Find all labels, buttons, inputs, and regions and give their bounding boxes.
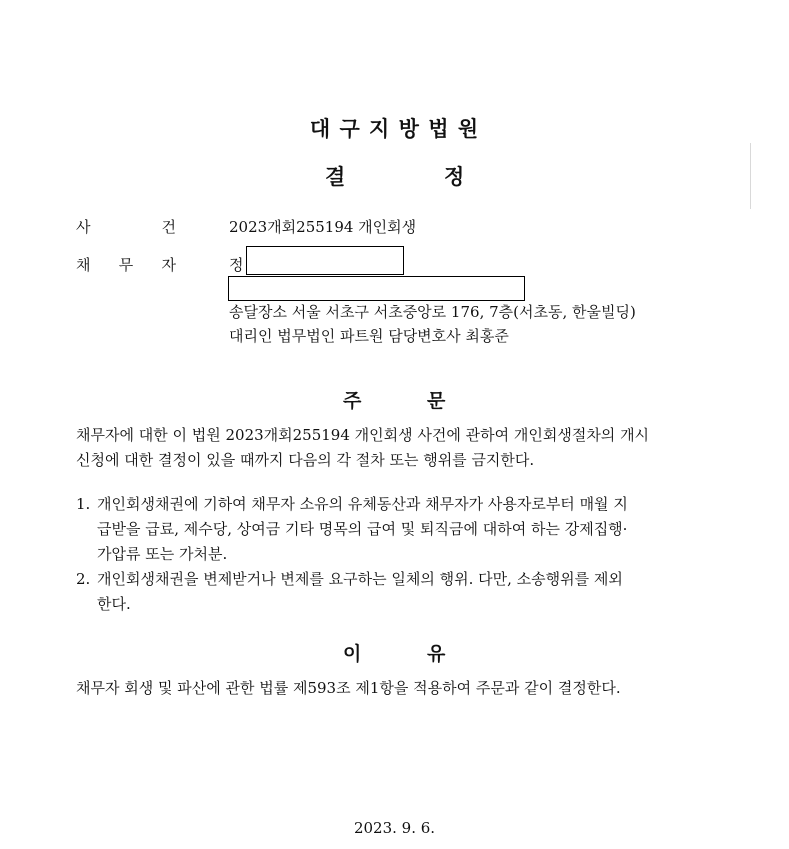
order-heading-part-1: 주 xyxy=(343,390,362,412)
legal-agent: 대리인 법무법인 파트원 담당변호사 최홍준 xyxy=(229,327,509,345)
document-title-part-1: 결 xyxy=(325,165,346,189)
margin-rule xyxy=(750,143,751,209)
case-number: 2023개회255194 개인회생 xyxy=(229,218,417,236)
order-heading-part-2: 문 xyxy=(427,390,446,412)
order-item-line: 가압류 또는 가처분. xyxy=(97,545,228,563)
order-item-line: 급받을 급료, 제수당, 상여금 기타 명목의 급여 및 퇴직금에 대하여 하는 강제집행· xyxy=(97,520,628,538)
order-item-line: 개인회생채권에 기하여 채무자 소유의 유체동산과 채무자가 사용자로부터 매월 지 xyxy=(97,495,628,513)
debtor-label-char: 무 xyxy=(118,256,134,274)
order-item-number: 2. xyxy=(76,570,91,588)
order-body-line: 채무자에 대한 이 법원 2023개회255194 개인회생 사건에 관하여 개인회생절차의 개시 xyxy=(76,426,650,444)
document-title-part-2: 정 xyxy=(444,165,465,189)
debtor-label-char: 자 xyxy=(161,256,176,274)
redacted-name-box xyxy=(246,246,404,275)
order-item-line: 개인회생채권을 변제받거나 변제를 요구하는 일체의 행위. 다만, 소송행위를 제외 xyxy=(97,570,623,588)
court-name: 대 구 지 방 법 원 xyxy=(309,117,480,141)
case-label xyxy=(76,216,176,237)
service-address: 송달장소 서울 서초구 서초중앙로 176, 7층(서초동, 한울빌딩) xyxy=(229,303,636,321)
reason-heading-part-2: 유 xyxy=(427,643,446,665)
debtor-name-prefix: 정 xyxy=(229,256,244,274)
reason-body: 채무자 회생 및 파산에 관한 법률 제593조 제1항을 적용하여 주문과 같이 결정한다. xyxy=(76,679,621,697)
debtor-label-char: 채 xyxy=(76,256,91,274)
case-label-char: 건 xyxy=(161,218,176,236)
decision-date: 2023. 9. 6. xyxy=(353,819,436,837)
order-body-line: 신청에 대한 결정이 있을 때까지 다음의 각 절차 또는 행위를 금지한다. xyxy=(76,451,535,469)
order-item-number: 1. xyxy=(76,495,91,513)
debtor-label xyxy=(76,254,176,275)
redacted-address-box xyxy=(228,276,525,301)
order-item-line: 한다. xyxy=(97,595,131,613)
case-label-char: 사 xyxy=(76,218,91,236)
reason-heading-part-1: 이 xyxy=(343,643,362,665)
